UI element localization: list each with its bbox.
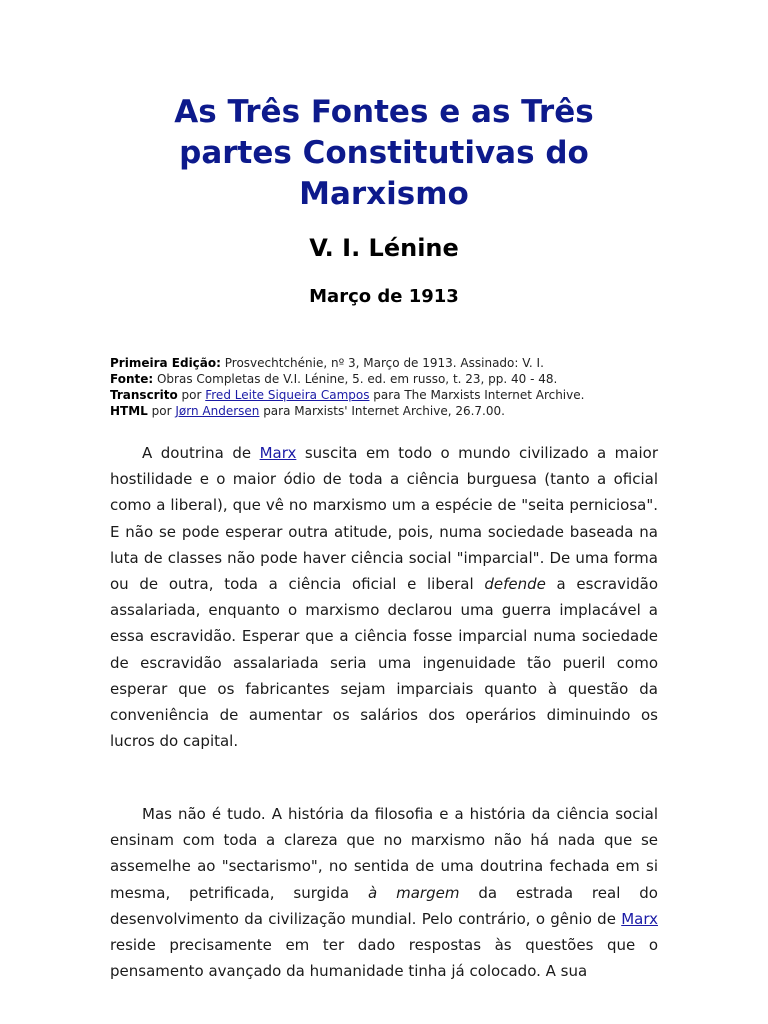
first-edition-label: Primeira Edição: xyxy=(110,356,221,370)
title-line-1: As Três Fontes e as Três xyxy=(174,94,594,130)
first-edition-text: Prosvechtchénie, nº 3, Março de 1913. Assinado: V. I. xyxy=(220,356,544,370)
transcribed-rest: para The Marxists Internet Archive. xyxy=(369,388,585,402)
source-label: Fonte: xyxy=(110,372,154,386)
document-title xyxy=(110,92,658,215)
title-line-2: partes Constitutivas do xyxy=(179,135,589,171)
paragraph-2-emphasis: à margem xyxy=(367,883,460,902)
html-author-link[interactable]: Jørn Andersen xyxy=(175,404,260,418)
marx-link-1[interactable]: Marx xyxy=(259,444,297,462)
transcriber-link[interactable]: Fred Leite Siqueira Campos xyxy=(205,388,370,402)
author: V. I. Lénine xyxy=(309,234,459,262)
html-rest: para Marxists' Internet Archive, 26.7.00. xyxy=(259,404,505,418)
first-edition-row xyxy=(110,355,658,371)
paragraph-1 xyxy=(110,440,658,754)
edition-info xyxy=(110,355,658,419)
publication-date: Março de 1913 xyxy=(309,286,459,307)
paragraph-2-text-b: da estrada real do desenvolvimento da civilização mundial. Pelo contrário, o gênio de xyxy=(110,883,658,928)
paragraph-1-intro: A doutrina de xyxy=(142,444,260,462)
paragraph-2-text-c: reside precisamente em ter dado respostas às questões que o pensamento avançado da humanidade tinha já colocado. A sua xyxy=(110,936,658,981)
paragraph-1-text-b: a escravidão assalariada, enquanto o marxismo declarou uma guerra implacável a essa escravidão. Esperar que a ciência fosse imparcial numa sociedade de escravidão assalariada seria uma ingenuidade tão pueril como esperar que os fabricantes sejam imparciais quanto à questão da conveniência de aumentar os salários dos operários diminuindo os lucros do capital. xyxy=(110,575,659,751)
html-by: por xyxy=(147,404,176,418)
html-row xyxy=(110,403,658,419)
paragraph-1-text-a: suscita em todo o mundo civilizado a maior hostilidade e o maior ódio de toda a ciência burguesa (tanto a oficial como a liberal), que vê no marxismo um a espécie de "seita perniciosa". E não se pode esperar outra atitude, pois, numa sociedade baseada na luta de classes não pode haver ciência social "imparcial". De uma forma ou de outra, toda a ciência oficial e liberal xyxy=(110,444,658,594)
paragraph-2-text-a: Mas não é tudo. A história da filosofia e a história da ciência social ensinam com toda a clareza que no marxismo não há nada que se assemelhe ao "sectarismo", no sentida de uma doutrina fechada em si mesma, petrificada, surgida xyxy=(110,805,658,902)
source-text: Obras Completas de V.I. Lénine, 5. ed. em russo, t. 23, pp. 40 - 48. xyxy=(153,372,558,386)
transcribed-by: por xyxy=(177,388,206,402)
transcribed-row xyxy=(110,387,658,403)
marx-link-2[interactable]: Marx xyxy=(621,909,658,928)
html-label: HTML xyxy=(110,404,148,418)
title-line-3: Marxismo xyxy=(299,176,469,212)
transcribed-label: Transcrito xyxy=(110,388,178,402)
source-row xyxy=(110,371,658,387)
paragraph-1-emphasis: defende xyxy=(484,575,546,594)
paragraph-2 xyxy=(110,801,658,984)
